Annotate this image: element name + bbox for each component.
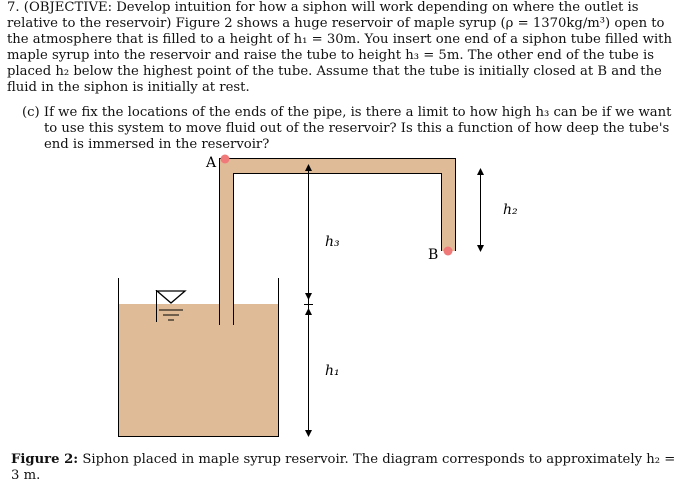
subpart-text: If we fix the locations of the ends of the pipe, is there a limit to how high h₃ can be if we want to use this system to move fluid out of the reservoir? Is this a function of how deep the tube's end is immersed in the reservoir?: [43, 105, 672, 153]
reservoir: [118, 278, 279, 437]
figure-caption: [11, 452, 681, 484]
label-h1: h₁: [325, 363, 340, 379]
tube-top-fill: [219, 159, 455, 173]
caption-text: Siphon placed in maple syrup reservoir. The diagram corresponds to approximately h₂ = 3 m.: [11, 452, 676, 483]
height-dimension-h2: [477, 168, 484, 252]
height-dimension-h3-h1: [304, 164, 313, 437]
label-h3: h₃: [325, 234, 340, 250]
syrup-fluid: [119, 304, 278, 436]
point-a-marker: [221, 155, 230, 164]
tube-left-leg-fill: [219, 159, 233, 325]
point-b-marker: [444, 247, 453, 256]
point-b-label: B: [428, 247, 439, 263]
subpart-label: (c): [22, 105, 40, 121]
point-a-label: A: [206, 155, 217, 171]
problem-text: (OBJECTIVE: Develop intuition for how a siphon will work depending on where the outlet is relative to the reservoir) Figure 2 shows a huge reservoir of maple syrup (ρ = 1370kg/m³) open to the atmosphere that is filled to a height of h₁ = 30m. You insert one end of a siphon tube filled with maple syrup into the reservoir and raise the tube to height h₃ = 5m. The other end of the tube is placed h₂ below the highest point of the tube. Assume that the tube is initially closed at B and the fluid in the siphon is initially at rest.: [7, 0, 672, 95]
problem-number: 7.: [7, 0, 20, 15]
label-h2: h₂: [503, 202, 518, 218]
caption-label: Figure 2:: [11, 452, 79, 467]
tube-right-leg-fill: [441, 159, 455, 251]
